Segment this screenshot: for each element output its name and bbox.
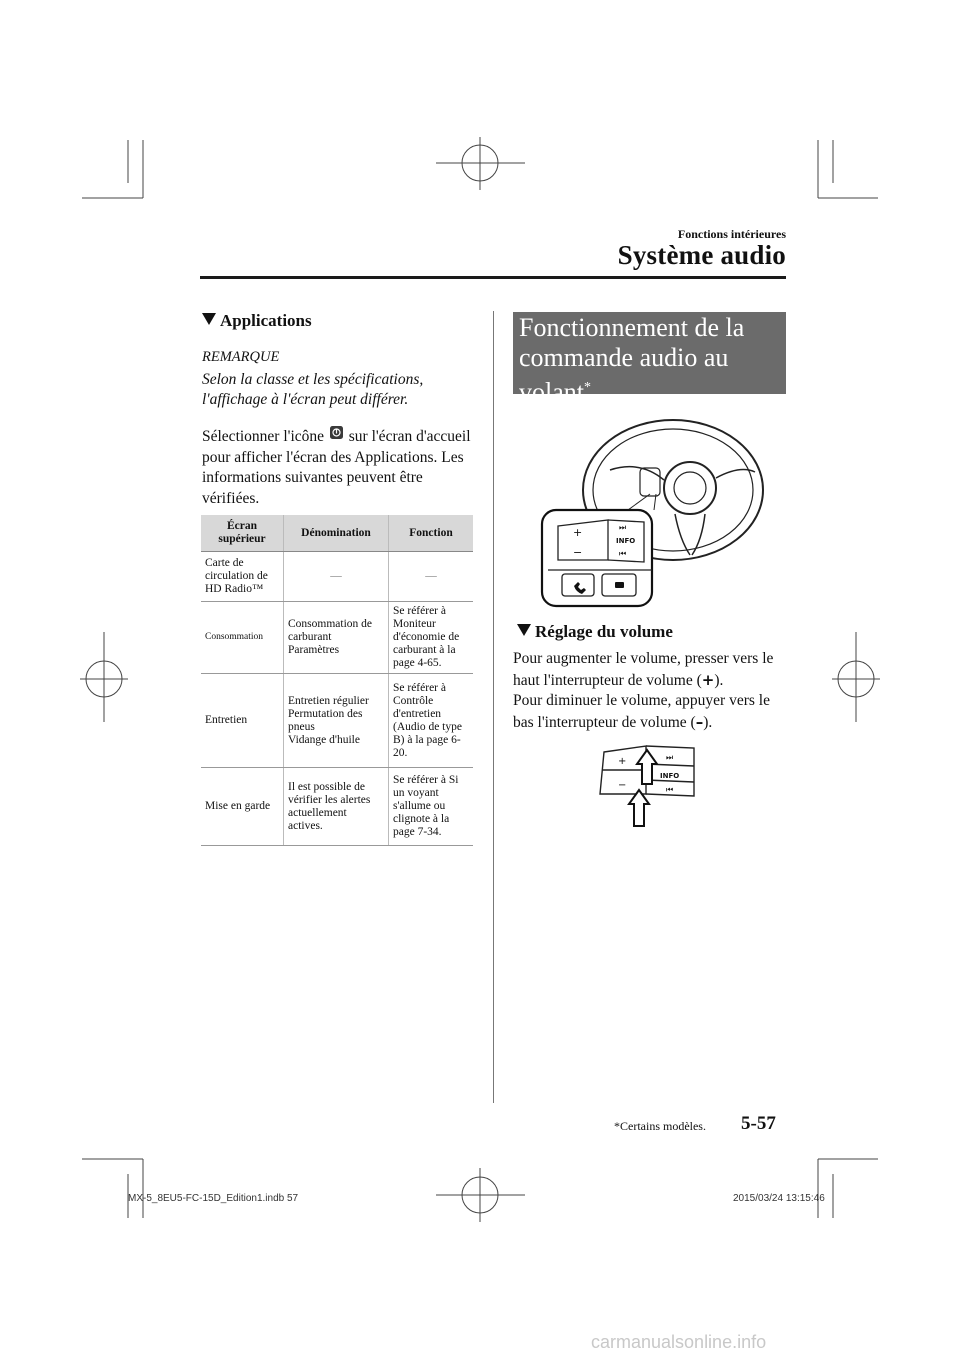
svg-text:−: − bbox=[618, 780, 627, 791]
table-row bbox=[201, 674, 473, 768]
section-banner bbox=[513, 312, 786, 407]
page-title: Système audio bbox=[617, 240, 786, 270]
volume-up-arrow bbox=[637, 750, 657, 784]
table-cell: Consommation de carburant Paramètres bbox=[284, 602, 389, 674]
target-mark-top bbox=[436, 137, 525, 190]
page-number: 5-57 bbox=[741, 1113, 776, 1134]
applications-icon bbox=[330, 426, 343, 439]
column-divider bbox=[493, 311, 494, 1103]
next-track-icon: ⏭ bbox=[619, 523, 627, 532]
crop-mark-top-right bbox=[818, 140, 878, 198]
next-track-icon: ⏭ bbox=[666, 753, 674, 762]
print-file-name: MX-5_8EU5-FC-15D_Edition1.indb 57 bbox=[128, 1193, 299, 1204]
section-heading-volume: Réglage du volume bbox=[517, 622, 673, 642]
table-cell: Entretien bbox=[201, 674, 284, 768]
minus-icon: – bbox=[695, 712, 704, 731]
applications-intro: Sélectionner l'icône sur l'écran d'accueil pour afficher l'écran des Applications. Les informations suivantes peuvent être vérifiées. bbox=[202, 428, 471, 507]
target-mark-right bbox=[832, 632, 880, 722]
table-cell: — bbox=[284, 552, 389, 602]
info-label: INFO bbox=[660, 772, 680, 780]
crop-mark-bottom-left bbox=[82, 1159, 143, 1218]
table-row bbox=[201, 602, 473, 674]
applications-table bbox=[201, 515, 473, 846]
steering-wheel-illustration bbox=[540, 410, 770, 610]
note-title: REMARQUE bbox=[202, 349, 280, 365]
crop-mark-top-left bbox=[82, 140, 143, 198]
table-cell: Entretien régulier Permutation des pneus Vidange d'huile bbox=[284, 674, 389, 768]
banner-title: Fonctionnement de la commande audio au volant* bbox=[519, 313, 745, 407]
table-cell: Mise en garde bbox=[201, 768, 284, 846]
watermark: carmanualsonline.info bbox=[591, 1332, 767, 1352]
table-header-cell: Écran supérieur bbox=[201, 515, 284, 552]
table-row bbox=[201, 768, 473, 846]
volume-instructions: Pour augmenter le volume, presser vers le haut l'interrupteur de volume (+). Pour diminuer le volume, appuyer vers le bas l'interrupteur de volume (–). bbox=[513, 650, 774, 731]
info-label: INFO bbox=[616, 537, 636, 545]
crop-mark-bottom-right bbox=[818, 1159, 878, 1218]
target-mark-bottom bbox=[436, 1168, 525, 1222]
chapter-title-visible: Fonctions intérieures bbox=[677, 227, 786, 241]
table-cell: Il est possible de vérifier les alertes actuellement actives. bbox=[284, 768, 389, 846]
table-cell: — bbox=[389, 552, 474, 602]
note-text: Selon la classe et les spécifications, l'affichage à l'écran peut différer. bbox=[202, 371, 424, 408]
previous-track-icon: ⏮ bbox=[619, 549, 627, 558]
triangle-bullet-icon bbox=[517, 624, 531, 636]
table-header-cell: Fonction bbox=[389, 515, 474, 552]
section-heading-applications: Applications bbox=[202, 311, 312, 331]
svg-text:−: − bbox=[573, 546, 583, 559]
table-cell: Se référer à Si un voyant s'allume ou clignote à la page 7-34. bbox=[389, 768, 474, 846]
table-header-cell: Dénomination bbox=[284, 515, 389, 552]
volume-switch-figure bbox=[598, 740, 698, 830]
plus-icon: + bbox=[701, 670, 715, 689]
header-rule bbox=[200, 276, 786, 279]
table-cell: Carte de circulation de HD Radio™ bbox=[201, 552, 284, 602]
table-cell: Se référer à Contrôle d'entretien (Audio de type B) à la page 6-20. bbox=[389, 674, 474, 768]
svg-text:+: + bbox=[618, 756, 627, 767]
table-cell: Consommation bbox=[201, 602, 284, 674]
print-timestamp: 2015/03/24 13:15:46 bbox=[733, 1193, 825, 1204]
triangle-bullet-icon bbox=[202, 313, 216, 325]
table-cell: Se référer à Moniteur d'économie de carburant à la page 4-65. bbox=[389, 602, 474, 674]
svg-text:+: + bbox=[573, 526, 583, 539]
table-row bbox=[201, 552, 473, 602]
table-header-row bbox=[201, 515, 473, 552]
previous-track-icon: ⏮ bbox=[666, 785, 674, 794]
target-mark-left bbox=[80, 632, 128, 722]
footnote: *Certains modèles. bbox=[614, 1119, 706, 1133]
volume-down-arrow bbox=[629, 790, 649, 826]
hang-up-icon bbox=[615, 582, 624, 588]
